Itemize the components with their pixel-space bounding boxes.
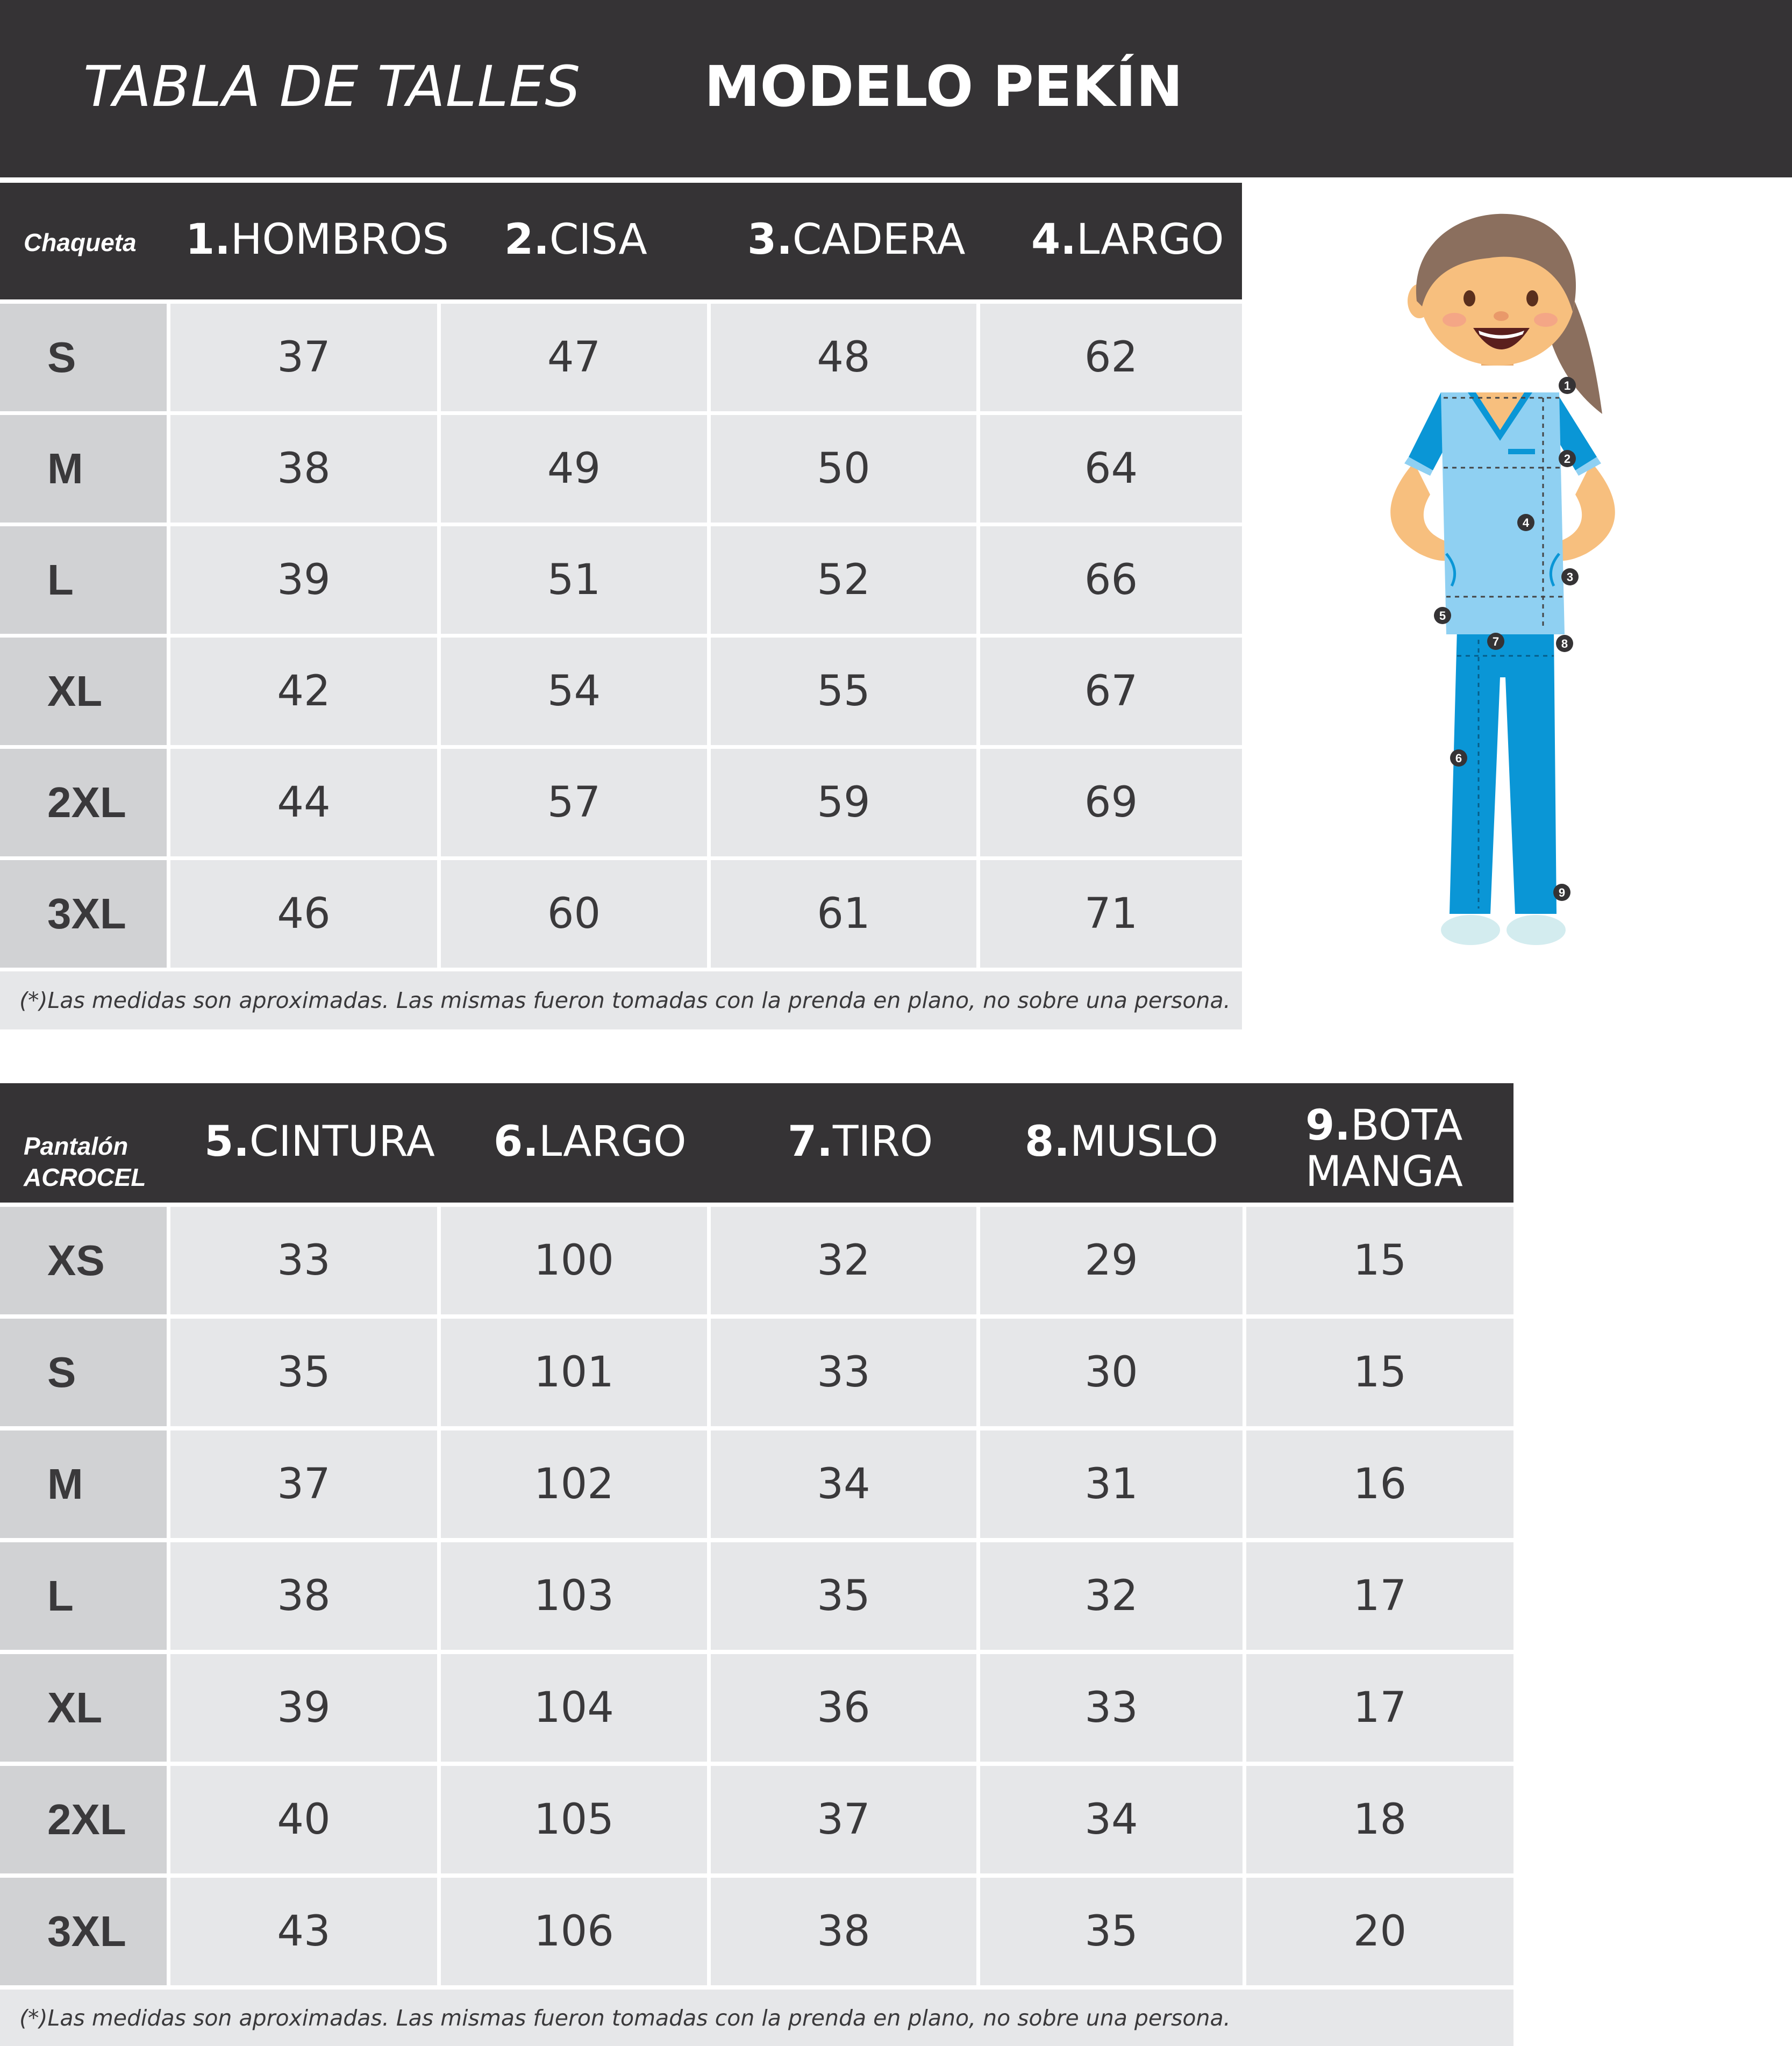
column-number: 2. (504, 216, 549, 264)
table-cell: 39 (170, 1654, 437, 1762)
table-cell: 30 (980, 1319, 1243, 1426)
table-cell: 57 (441, 749, 707, 856)
table-cell: 61 (711, 860, 976, 968)
size-label: M (0, 1430, 167, 1538)
table-cell: 35 (980, 1878, 1243, 1985)
table-cell: 38 (170, 415, 437, 523)
column-number: 5. (204, 1118, 249, 1166)
marker-2 (1559, 450, 1576, 467)
pants-col-header (494, 1119, 687, 1165)
eye-right (1526, 290, 1538, 306)
column-number: 4. (1031, 216, 1076, 264)
table-cell: 40 (170, 1766, 437, 1873)
table-cell: 34 (711, 1430, 976, 1538)
table-cell: 18 (1246, 1766, 1513, 1873)
svg-text:9: 9 (1558, 886, 1566, 899)
size-label: S (0, 1319, 167, 1426)
table-cell: 42 (170, 638, 437, 745)
model-name: MODELO PEKÍN (704, 54, 1183, 119)
table-cell: 49 (441, 415, 707, 523)
table-cell: 33 (170, 1207, 437, 1314)
size-label: 3XL (0, 1878, 167, 1985)
table-cell: 15 (1246, 1207, 1513, 1314)
jacket-row-label: Chaqueta (24, 228, 137, 256)
table-cell: 35 (711, 1542, 976, 1650)
table-cell: 55 (711, 638, 976, 745)
column-name: CADERA (792, 216, 966, 264)
table-cell: 103 (441, 1542, 707, 1650)
table-cell: 37 (170, 1430, 437, 1538)
size-label: XL (0, 638, 167, 745)
table-cell: 54 (441, 638, 707, 745)
table-cell: 60 (441, 860, 707, 968)
pants (1450, 629, 1557, 914)
table-cell: 37 (711, 1766, 976, 1873)
table-cell: 101 (441, 1319, 707, 1426)
svg-text:3: 3 (1566, 570, 1574, 584)
size-label: 3XL (0, 860, 167, 968)
table-cell: 29 (980, 1207, 1243, 1314)
table-cell: 20 (1246, 1878, 1513, 1985)
column-name: TIRO (832, 1118, 933, 1166)
table-cell: 38 (170, 1542, 437, 1650)
column-name: LARGO (538, 1118, 687, 1166)
column-name: HOMBROS (230, 216, 449, 264)
marker-3 (1561, 568, 1579, 585)
pants-col-header (204, 1119, 435, 1165)
marker-6 (1450, 749, 1467, 767)
table-cell: 34 (980, 1766, 1243, 1873)
column-name: CISA (549, 216, 647, 264)
table-cell: 102 (441, 1430, 707, 1538)
table-cell: 105 (441, 1766, 707, 1873)
table-cell: 16 (1246, 1430, 1513, 1538)
marker-7 (1487, 633, 1504, 650)
jacket-table-header (0, 183, 1242, 299)
svg-text:4: 4 (1522, 516, 1530, 530)
size-label: 2XL (0, 749, 167, 856)
column-name: BOTA (1350, 1101, 1463, 1150)
table-cell: 64 (980, 415, 1242, 523)
size-label: S (0, 304, 167, 411)
pants-row-sublabel: ACROCEL (24, 1163, 146, 1191)
jacket-col-header (504, 217, 647, 263)
svg-text:6: 6 (1455, 752, 1462, 765)
pants-col-header (788, 1119, 933, 1165)
svg-text:5: 5 (1439, 609, 1446, 623)
table-cell: 39 (170, 526, 437, 634)
table-cell: 52 (711, 526, 976, 634)
jacket-col-header (185, 217, 449, 263)
table-cell: 31 (980, 1430, 1243, 1538)
svg-text:7: 7 (1492, 635, 1500, 648)
table-cell: 50 (711, 415, 976, 523)
table-cell: 69 (980, 749, 1242, 856)
table-cell: 15 (1246, 1319, 1513, 1426)
table-cell: 32 (711, 1207, 976, 1314)
eye-left (1463, 290, 1475, 306)
column-number: 3. (747, 216, 793, 264)
table-cell: 62 (980, 304, 1242, 411)
svg-text:2: 2 (1563, 452, 1571, 466)
page-title: TABLA DE TALLES (83, 54, 581, 119)
size-label: L (0, 1542, 167, 1650)
table-cell: 32 (980, 1542, 1243, 1650)
column-name-line2: MANGA (1305, 1148, 1463, 1196)
table-cell: 106 (441, 1878, 707, 1985)
column-number: 7. (788, 1118, 833, 1166)
column-number: 8. (1025, 1118, 1070, 1166)
pants-row-label: Pantalón (24, 1132, 128, 1160)
size-label: XL (0, 1654, 167, 1762)
table-cell: 36 (711, 1654, 976, 1762)
pants-table-header (0, 1083, 1513, 1203)
table-cell: 67 (980, 638, 1242, 745)
marker-1 (1559, 377, 1576, 394)
pants-col-header (1025, 1119, 1218, 1165)
shoe-right (1507, 915, 1566, 945)
table-cell: 47 (441, 304, 707, 411)
table-cell: 17 (1246, 1654, 1513, 1762)
marker-4 (1517, 514, 1534, 531)
column-name: MUSLO (1069, 1118, 1218, 1166)
marker-8 (1556, 635, 1573, 652)
nurse-illustration (1344, 199, 1667, 952)
table-cell: 33 (711, 1319, 976, 1426)
table-cell: 37 (170, 304, 437, 411)
svg-text:1: 1 (1563, 379, 1571, 392)
table-cell: 51 (441, 526, 707, 634)
nose (1494, 311, 1509, 321)
table-cell: 71 (980, 860, 1242, 968)
column-name: CINTURA (249, 1118, 435, 1166)
size-label: L (0, 526, 167, 634)
table-cell: 38 (711, 1878, 976, 1985)
table-cell: 66 (980, 526, 1242, 634)
table-cell: 43 (170, 1878, 437, 1985)
title-bar (0, 0, 1792, 177)
size-label: M (0, 415, 167, 523)
size-label: 2XL (0, 1766, 167, 1873)
column-number: 6. (494, 1118, 539, 1166)
marker-9 (1553, 884, 1570, 901)
shoe-left (1441, 915, 1500, 945)
table-cell: 59 (711, 749, 976, 856)
jacket-col-header (747, 217, 965, 263)
table-cell: 46 (170, 860, 437, 968)
table-cell: 48 (711, 304, 976, 411)
column-name: LARGO (1076, 216, 1224, 264)
column-number: 1. (185, 216, 231, 264)
table-cell: 44 (170, 749, 437, 856)
marker-5 (1434, 607, 1451, 624)
size-label: XS (0, 1207, 167, 1314)
table-cell: 33 (980, 1654, 1243, 1762)
table-cell: 35 (170, 1319, 437, 1426)
pants-col-header (1305, 1103, 1463, 1195)
table-cell: 17 (1246, 1542, 1513, 1650)
jacket-col-header (1031, 217, 1224, 263)
table-cell: 100 (441, 1207, 707, 1314)
footnote: (*)Las medidas son aproximadas. Las mismas fueron tomadas con la prenda en plano, no sobre una persona. (0, 971, 1242, 1029)
column-number: 9. (1305, 1101, 1351, 1150)
table-cell: 104 (441, 1654, 707, 1762)
footnote: (*)Las medidas son aproximadas. Las mismas fueron tomadas con la prenda en plano, no sobre una persona. (0, 1990, 1513, 2046)
svg-text:8: 8 (1561, 637, 1568, 650)
